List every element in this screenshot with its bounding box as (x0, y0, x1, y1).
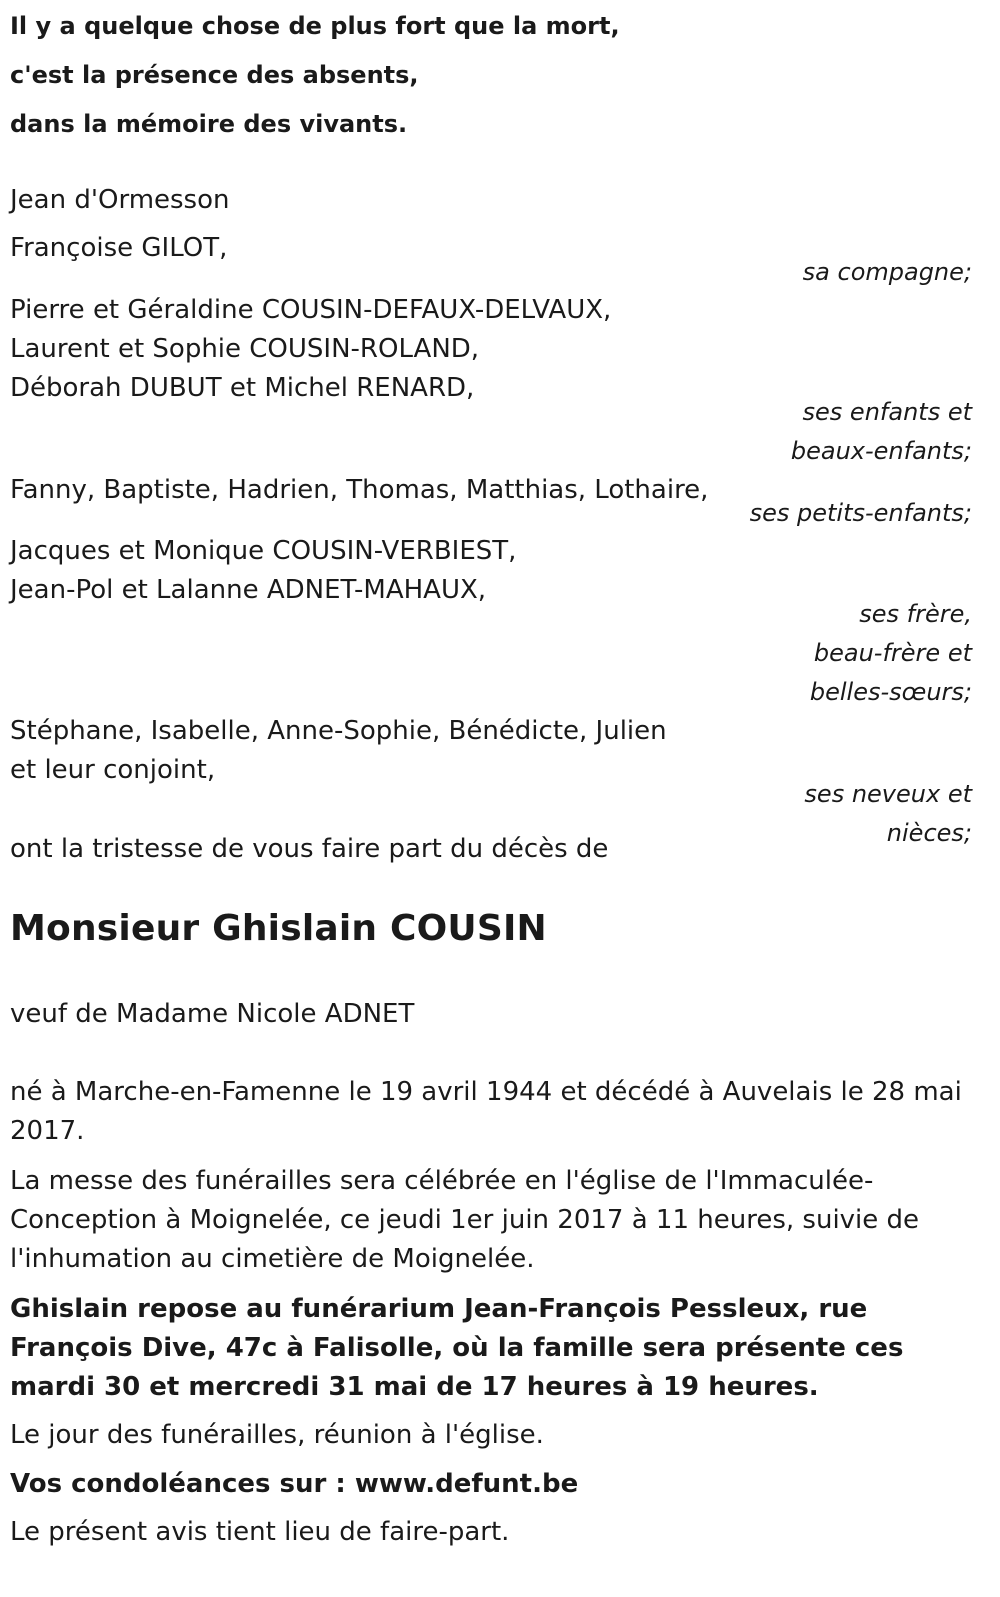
family-name: Françoise GILOT, (10, 233, 228, 263)
children-relation (791, 393, 972, 471)
funeral-mass-text: La messe des funérailles sera célébrée en l'église de l'Immaculée-Conception à Moignelée, ce jeudi 1er juin 2017 à 11 heures, suivie de l'inhumation au cimetière de Moignelée. (10, 1166, 920, 1274)
announcement-text: ont la tristesse de vous faire part du décès de (10, 834, 609, 864)
funerarium-text: Ghislain repose au funérarium Jean-François Pessleux, rue François Dive, 47c à Falisolle, où la famille sera présente ces mardi 30 et mercredi 31 mai de 17 heures à 19 heures. (10, 1294, 904, 1402)
siblings-names (10, 532, 516, 610)
relation-label: nièces; (886, 819, 972, 847)
relation-label: belles-sœurs; (809, 678, 972, 706)
family-name: et leur conjoint, (10, 755, 216, 785)
companion-names (10, 229, 227, 268)
relation-label: ses petits-enfants; (749, 499, 972, 527)
companion-relation (803, 253, 972, 292)
widower-of: veuf de Madame Nicole ADNET (10, 999, 415, 1029)
quote-line: Il y a quelque chose de plus fort que la mort, (10, 12, 620, 40)
birth-death-text: né à Marche-en-Famenne le 19 avril 1944 et décédé à Auvelais le 28 mai 2017. (10, 1077, 962, 1146)
grandchildren-names (10, 471, 708, 510)
quote-line: dans la mémoire des vivants. (10, 110, 408, 138)
family-name: Fanny, Baptiste, Hadrien, Thomas, Matthias, Lothaire, (10, 475, 709, 505)
family-name: Stéphane, Isabelle, Anne-Sophie, Bénédicte, Julien (10, 716, 667, 746)
relation-label: beau-frère et (813, 639, 972, 667)
siblings-relation (810, 595, 972, 712)
deceased-name: Monsieur Ghislain COUSIN (10, 908, 547, 949)
relation-label: beaux-enfants; (790, 437, 972, 465)
notice-text: Le présent avis tient lieu de faire-part. (10, 1517, 510, 1547)
quote-block (10, 2, 620, 149)
meeting-text: Le jour des funérailles, réunion à l'église. (10, 1420, 544, 1450)
nephews-names (10, 712, 667, 790)
quote-line: c'est la présence des absents, (10, 61, 419, 89)
family-name: Laurent et Sophie COUSIN-ROLAND, (10, 334, 480, 364)
children-names (10, 291, 611, 408)
family-name: Pierre et Géraldine COUSIN-DEFAUX-DELVAUX, (10, 295, 612, 325)
family-name: Déborah DUBUT et Michel RENARD, (10, 373, 475, 403)
family-name: Jacques et Monique COUSIN-VERBIEST, (10, 536, 517, 566)
quote-author: Jean d'Ormesson (10, 185, 230, 215)
nephews-relation (804, 775, 972, 853)
relation-label: ses neveux et (804, 780, 972, 808)
condolences-link[interactable]: Vos condoléances sur : www.defunt.be (10, 1469, 579, 1499)
relation-label: ses frère, (859, 600, 972, 628)
relation-label: ses enfants et (802, 398, 972, 426)
family-name: Jean-Pol et Lalanne ADNET-MAHAUX, (10, 575, 487, 605)
relation-label: sa compagne; (802, 258, 972, 286)
grandchildren-relation (750, 494, 972, 533)
